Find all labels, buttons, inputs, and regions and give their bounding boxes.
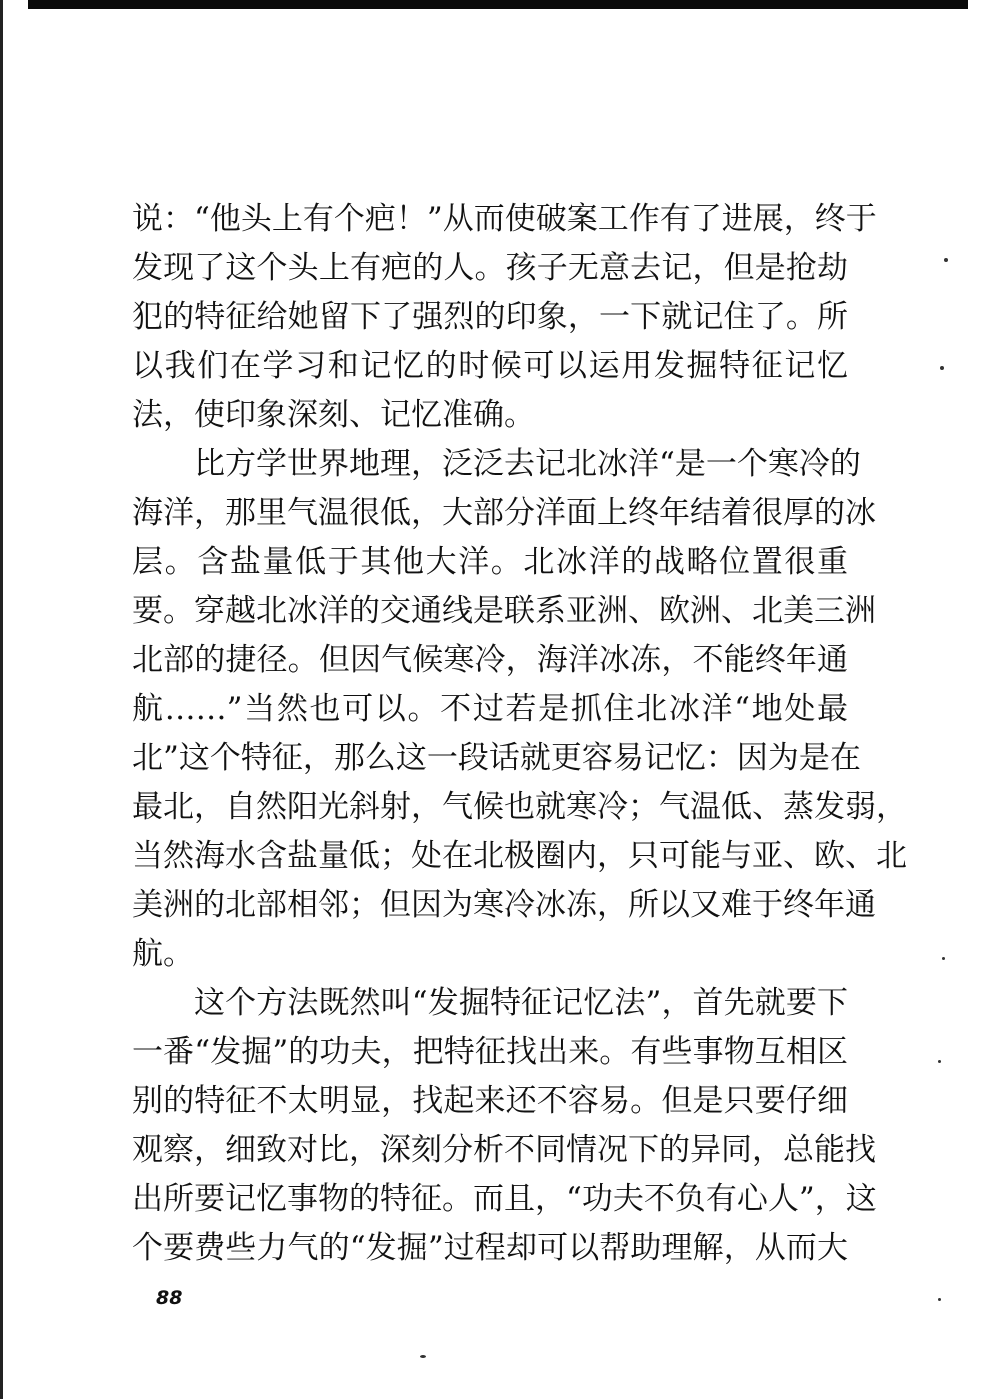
paragraph-start-line: 这个方法既然叫“发掘特征记忆法”，首先就要下 — [194, 985, 848, 1021]
text-line: 以我们在学习和记忆的时候可以运用发掘特征记忆 — [132, 348, 848, 384]
text-line: 北部的捷径。但因气候寒冷，海洋冰冻，不能终年通 — [132, 642, 848, 678]
scan-speck — [420, 1355, 426, 1358]
scan-speck — [938, 1060, 941, 1063]
text-line: 个要费些力气的“发掘”过程却可以帮助理解，从而大 — [132, 1230, 848, 1266]
text-line: 海洋，那里气温很低，大部分洋面上终年结着很厚的冰 — [132, 495, 876, 531]
scan-left-edge — [0, 0, 3, 1399]
text-line: 北”这个特征，那么这一段话就更容易记忆：因为是在 — [132, 740, 861, 776]
text-line: 发现了这个头上有疤的人。孩子无意去记，但是抢劫 — [132, 250, 848, 286]
text-line: 当然海水含盐量低；处在北极圈内，只可能与亚、欧、北 — [132, 838, 907, 874]
scan-speck — [938, 1298, 941, 1301]
text-line: 航……”当然也可以。不过若是抓住北冰洋“地处最 — [132, 691, 848, 727]
scan-speck — [940, 366, 944, 370]
text-line: 说：“他头上有个疤！”从而使破案工作有了进展，终于 — [132, 201, 877, 237]
scan-speck — [942, 957, 945, 960]
body-text — [132, 195, 907, 1273]
text-line: 法，使印象深刻、记忆准确。 — [132, 397, 535, 433]
text-line: 别的特征不太明显，找起来还不容易。但是只要仔细 — [132, 1083, 848, 1119]
page-number: 88 — [156, 1287, 183, 1309]
text-line: 航。 — [132, 936, 194, 972]
text-line: 一番“发掘”的功夫，把特征找出来。有些事物互相区 — [132, 1034, 848, 1070]
scan-top-border — [28, 0, 968, 9]
paragraph-start-line: 比方学世界地理，泛泛去记北冰洋“是一个寒冷的 — [194, 446, 861, 482]
text-line: 最北，自然阳光斜射，气候也就寒冷；气温低、蒸发弱， — [132, 789, 907, 825]
scan-speck — [944, 258, 948, 262]
text-line: 出所要记忆事物的特征。而且，“功夫不负有心人”，这 — [132, 1181, 877, 1217]
text-line: 层。含盐量低于其他大洋。北冰洋的战略位置很重 — [132, 544, 848, 580]
text-line: 要。穿越北冰洋的交通线是联系亚洲、欧洲、北美三洲 — [132, 593, 876, 629]
text-line: 观察，细致对比，深刻分析不同情况下的异同，总能找 — [132, 1132, 876, 1168]
text-line: 美洲的北部相邻；但因为寒冷冰冻，所以又难于终年通 — [132, 887, 876, 923]
text-line: 犯的特征给她留下了强烈的印象，一下就记住了。所 — [132, 299, 848, 335]
